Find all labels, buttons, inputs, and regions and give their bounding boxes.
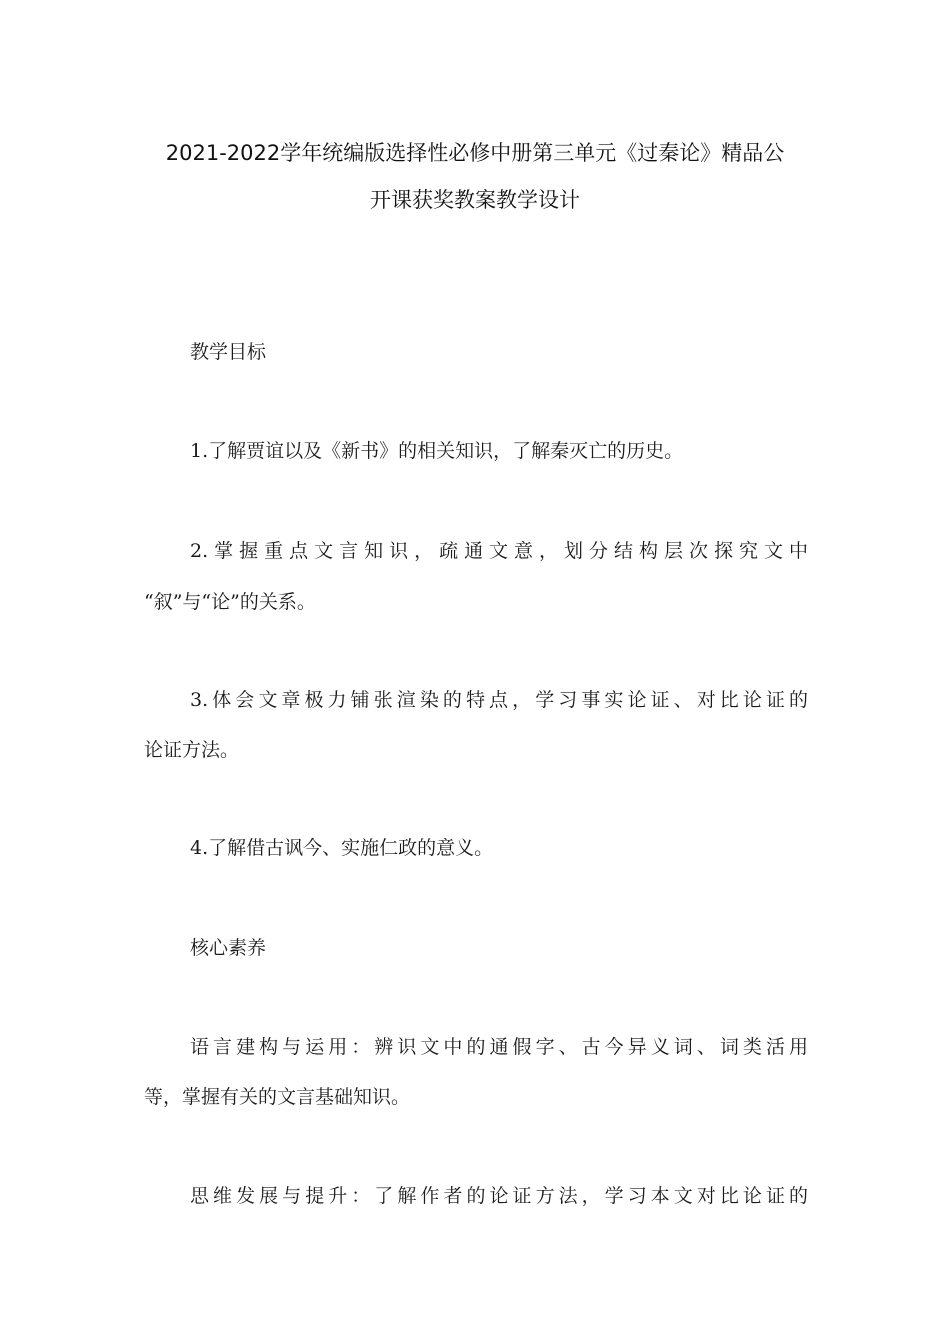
heading-core-literacy: 核心素养 [190,937,267,959]
objective-2-line-2: “叙”与“论”的关系。 [144,591,316,613]
literacy-1-line-1: 语言建构与运用：辨识文中的通假字、古今异义词、词类活用 [190,1036,808,1058]
objective-3-line-2: 论证方法。 [144,739,240,761]
document-title-line-2: 开课获奖教案教学设计 [370,188,580,212]
objective-3-line-1: 3.体会文章极力铺张渲染的特点，学习事实论证、对比论证的 [190,689,808,711]
objective-4: 4.了解借古讽今、实施仁政的意义。 [190,837,494,859]
literacy-1-line-2: 等，掌握有关的文言基础知识。 [144,1086,411,1108]
objective-2-line-1: 2.掌握重点文言知识，疏通文意，划分结构层次探究文中 [190,540,808,562]
heading-teaching-objectives: 教学目标 [190,341,267,363]
literacy-2-line-1: 思维发展与提升：了解作者的论证方法，学习本文对比论证的 [190,1185,808,1207]
objective-1: 1.了解贾谊以及《新书》的相关知识，了解秦灭亡的历史。 [190,440,684,462]
document-title-line-1: 2021-2022学年统编版选择性必修中册第三单元《过秦论》精品公 [165,141,785,165]
